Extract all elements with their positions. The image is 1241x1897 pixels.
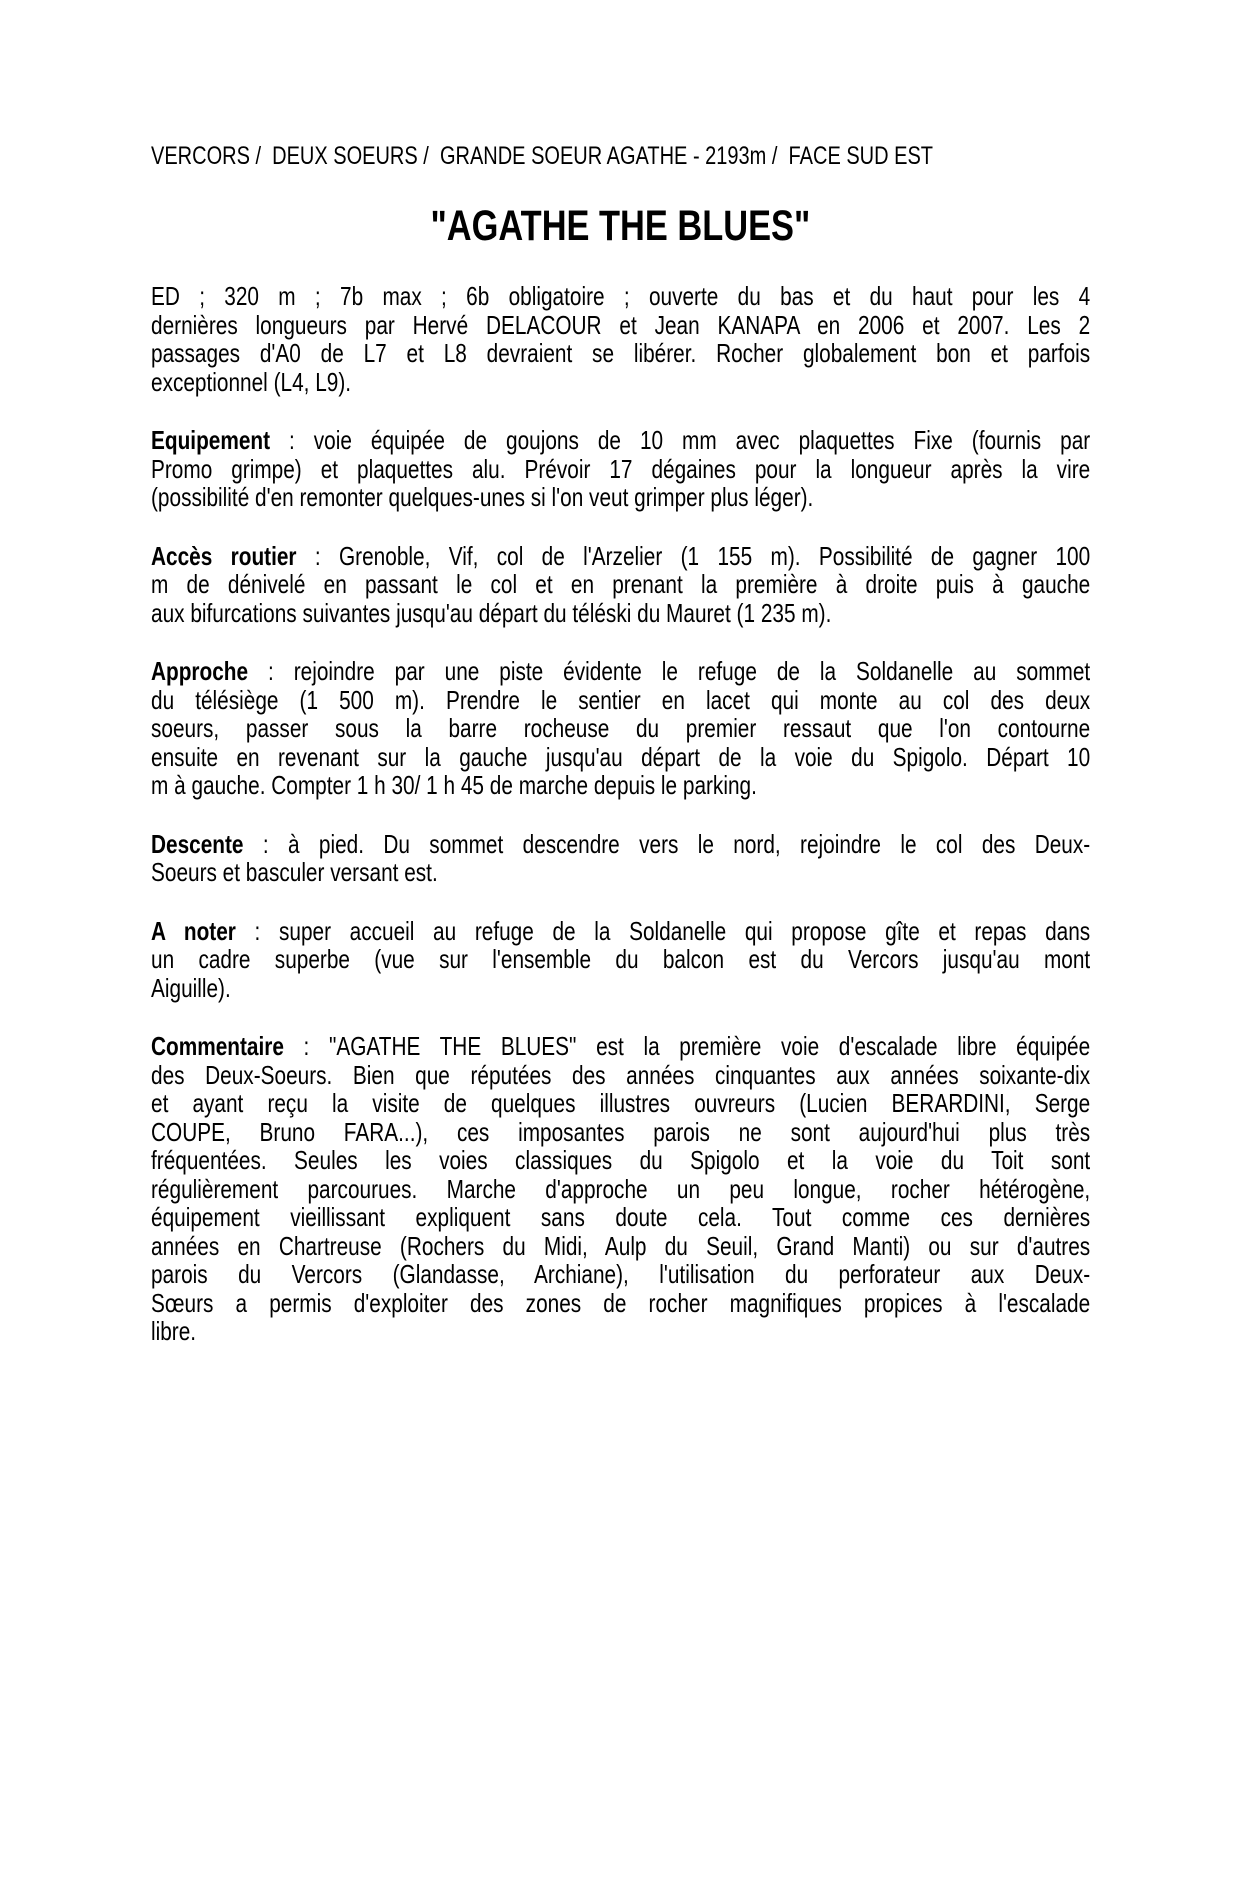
text-line: Commentaire : "AGATHE THE BLUES" est la première voie d'escalade libre équipée: [151, 1031, 1091, 1061]
section-label: Approche: [151, 656, 249, 686]
text-line: Soeurs et basculer versant est.: [151, 857, 438, 887]
text-line: libre.: [151, 1316, 197, 1346]
document-page: [0, 142, 1241, 1346]
text-line: A noter : super accueil au refuge de la Soldanelle qui propose gîte et repas dans: [151, 915, 1091, 946]
text-line: Descente : à pied. Du sommet descendre vers le nord, rejoindre le col des Deux-: [151, 828, 1091, 859]
section-commentaire: [151, 1032, 1241, 1346]
text-line: m à gauche. Compter 1 h 30/ 1 h 45 de marche depuis le parking.: [151, 770, 757, 800]
text-line: dernières longueurs par Hervé DELACOUR et Jean KANAPA en 2006 et 2007. Les 2: [151, 309, 1091, 340]
text-line: ensuite en revenant sur la gauche jusqu'au départ de la voie du Spigolo. Départ 10: [151, 741, 1091, 772]
section-label: Equipement: [151, 425, 271, 455]
text-line: Approche : rejoindre par une piste évidente le refuge de la Soldanelle au sommet: [151, 656, 1091, 686]
text-line: régulièrement parcourues. Marche d'approche un peu longue, rocher hétérogène,: [151, 1173, 1091, 1204]
section-approche: [151, 657, 1241, 800]
section-label: A noter: [151, 915, 236, 946]
text-line: Promo grimpe) et plaquettes alu. Prévoir 17 dégaines pour la longueur après la vire: [151, 453, 1091, 484]
section-label: Commentaire: [151, 1031, 284, 1061]
section-acces-routier: [151, 542, 1241, 628]
text-line: ED ; 320 m ; 7b max ; 6b obligatoire ; ouverte du bas et du haut pour les 4: [151, 281, 1091, 311]
text-line: COUPE, Bruno FARA...), ces imposantes parois ne sont aujourd'hui plus très: [151, 1116, 1091, 1147]
text-line: parois du Vercors (Glandasse, Archiane), l'utilisation du perforateur aux Deux-: [151, 1259, 1091, 1289]
text-line: (possibilité d'en remonter quelques-unes si l'on veut grimper plus léger).: [151, 482, 814, 512]
text-line: passages d'A0 de L7 et L8 devraient se libérer. Rocher globalement bon et parfois: [151, 338, 1091, 368]
text-line: un cadre superbe (vue sur l'ensemble du balcon est du Vercors jusqu'au mont: [151, 944, 1091, 974]
text-line: exceptionnel (L4, L9).: [151, 366, 352, 397]
text-line: et ayant reçu la visite de quelques illustres ouvreurs (Lucien BERARDINI, Serge: [151, 1088, 1091, 1118]
text-line: Sœurs a permis d'exploiter des zones de rocher magnifiques propices à l'escalade: [151, 1287, 1091, 1318]
section-label: Accès routier: [151, 540, 297, 571]
route-header: VERCORS / DEUX SOEURS / GRANDE SOEUR AGATHE - 2193m / FACE SUD EST: [151, 142, 934, 170]
section-equipement: [151, 426, 1241, 512]
text-line: m de dénivelé en passant le col et en prenant la première à droite puis à gauche: [151, 569, 1091, 599]
text-line: du télésiège (1 500 m). Prendre le sentier en lacet qui monte au col des deux: [151, 684, 1091, 715]
page-title-text: "AGATHE THE BLUES": [430, 202, 811, 250]
text-line: soeurs, passer sous la barre rocheuse du premier ressaut que l'on contourne: [151, 713, 1091, 743]
text-line: des Deux-Soeurs. Bien que réputées des années cinquantes aux années soixante-dix: [151, 1059, 1091, 1090]
text-line: années en Chartreuse (Rochers du Midi, Aulp du Seuil, Grand Manti) ou sur d'autres: [151, 1230, 1091, 1261]
text-line: équipement vieillissant expliquent sans doute cela. Tout comme ces dernières: [151, 1202, 1091, 1232]
text-line: Accès routier : Grenoble, Vif, col de l'Arzelier (1 155 m). Possibilité de gagner 100: [151, 540, 1091, 571]
section-a-noter: [151, 917, 1241, 1003]
section-descente: [151, 830, 1241, 887]
page-title: [151, 203, 1090, 249]
section-label: Descente: [151, 828, 244, 859]
section-intro: [151, 282, 1241, 396]
text-line: Equipement : voie équipée de goujons de 10 mm avec plaquettes Fixe (fournis par: [151, 425, 1091, 455]
text-line: fréquentées. Seules les voies classiques du Spigolo et la voie du Toit sont: [151, 1145, 1091, 1175]
text-line: Aiguille).: [151, 972, 231, 1003]
text-line: aux bifurcations suivantes jusqu'au départ du téléski du Mauret (1 235 m).: [151, 597, 832, 628]
